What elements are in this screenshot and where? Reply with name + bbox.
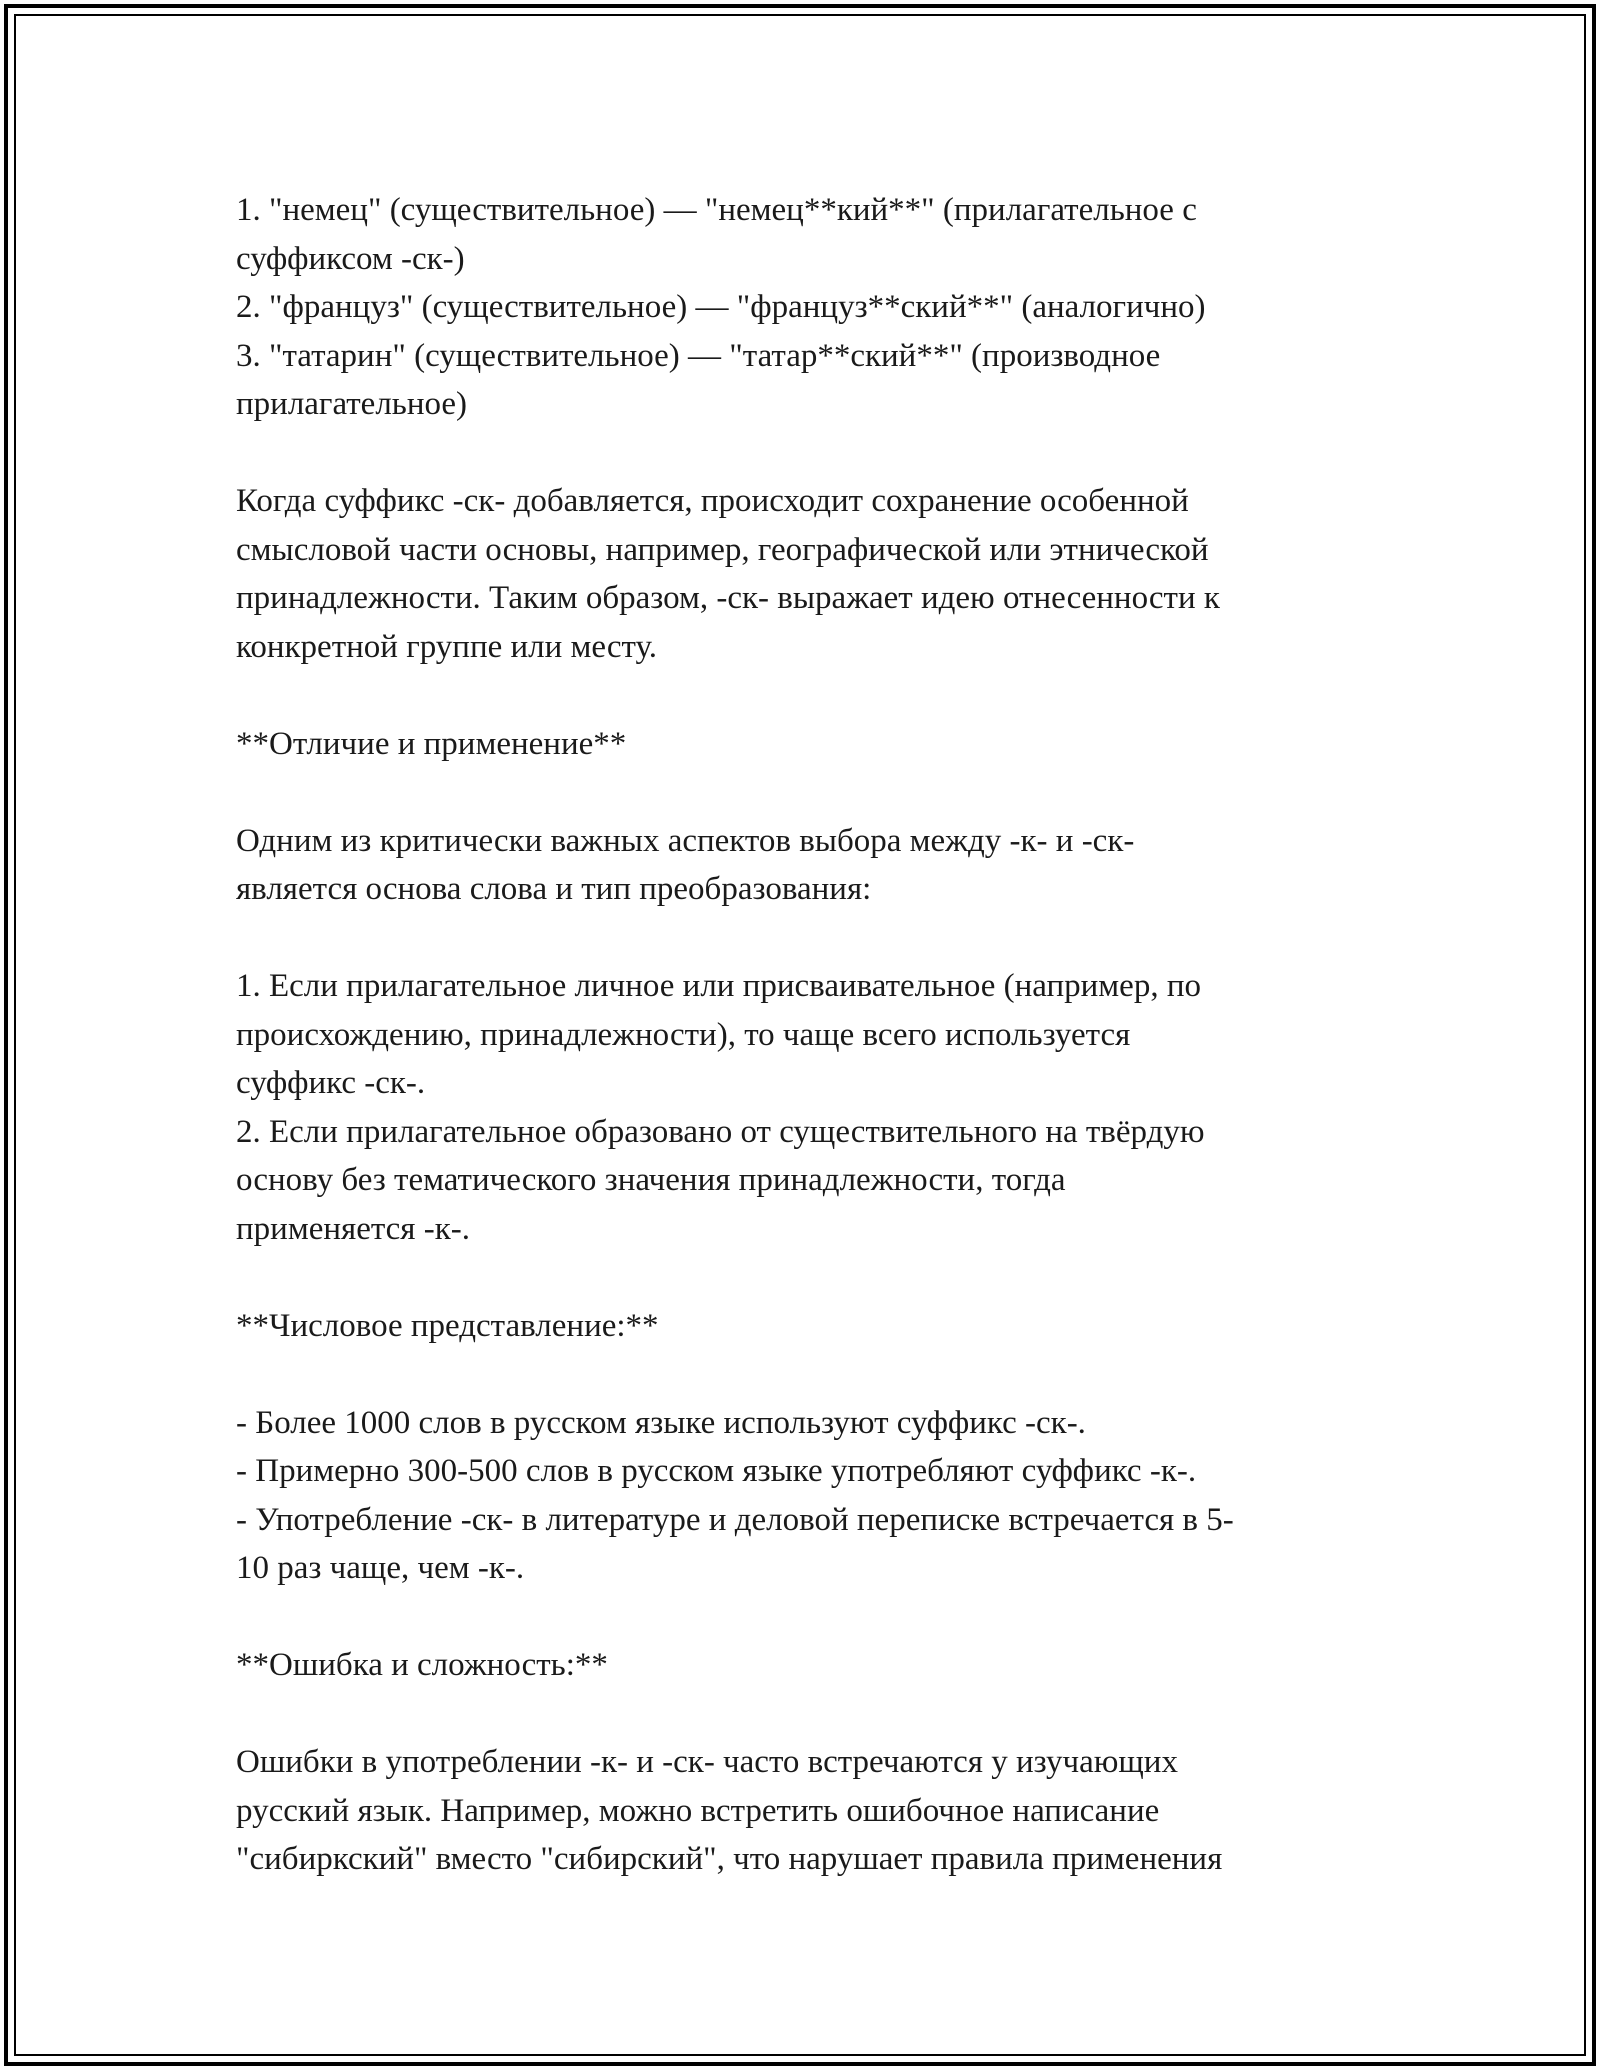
section-heading-errors — [236, 1641, 1376, 1690]
section-heading-numbers — [236, 1302, 1376, 1351]
numbers-list — [236, 1399, 1376, 1593]
rule-line: 1. Если прилагательное личное или присваивательное (например, по — [236, 968, 1201, 1004]
paragraph-line: смысловой части основы, например, географической или этнической — [236, 531, 1209, 568]
heading-text: **Числовое представление:** — [236, 1307, 659, 1344]
bullet-line: - Употребление -ск- в литературе и деловой переписке встречается в 5- — [236, 1501, 1234, 1538]
section-heading-difference — [236, 720, 1376, 769]
bullet-line: 10 раз чаще, чем -к-. — [236, 1550, 525, 1586]
rule-line: 2. Если прилагательное образовано от существительного на твёрдую — [236, 1113, 1205, 1150]
paragraph-line: "сибиркский" вместо "сибирский", что нарушает правила применения — [236, 1841, 1223, 1877]
rule-line: суффикс -ск-. — [236, 1065, 426, 1101]
bullet-line: - Примерно 300-500 слов в русском языке употребляют суффикс -к-. — [236, 1453, 1197, 1489]
paragraph-line: конкретной группе или месту. — [236, 628, 657, 665]
bullet-line: - Более 1000 слов в русском языке используют суффикс -ск-. — [236, 1404, 1086, 1441]
paragraph-line: русский язык. Например, можно встретить ошибочное написание — [236, 1792, 1160, 1829]
examples-list — [236, 186, 1376, 429]
example-line: 2. "француз" (существительное) — "француз**ский**" (аналогично) — [236, 289, 1206, 325]
example-line: суффиксом -ск-) — [236, 240, 465, 277]
rule-line: применяется -к-. — [236, 1210, 470, 1247]
paragraph-line: является основа слова и тип преобразования: — [236, 871, 872, 907]
paragraph-line: принадлежности. Таким образом, -ск- выражает идею отнесенности к — [236, 580, 1220, 616]
paragraph-line: Одним из критически важных аспектов выбора между -к- и -ск- — [236, 822, 1135, 859]
document-body — [236, 186, 1376, 1884]
example-line: 1. "немец" (существительное) — "немец**кий**" (прилагательное с — [236, 192, 1197, 228]
rules-list — [236, 962, 1376, 1253]
rule-line: происхождению, принадлежности), то чаще всего используется — [236, 1016, 1131, 1053]
paragraph-line: Когда суффикс -ск- добавляется, происходит сохранение особенной — [236, 483, 1189, 519]
heading-text: **Отличие и применение** — [236, 725, 627, 762]
rule-line: основу без тематического значения принадлежности, тогда — [236, 1162, 1066, 1198]
heading-text: **Ошибка и сложность:** — [236, 1647, 608, 1683]
errors-paragraph — [236, 1738, 1376, 1884]
explanation-paragraph — [236, 477, 1376, 671]
paragraph-line: Ошибки в употреблении -к- и -ск- часто встречаются у изучающих — [236, 1744, 1178, 1780]
example-line: прилагательное) — [236, 386, 468, 422]
intro-paragraph — [236, 817, 1376, 914]
example-line: 3. "татарин" (существительное) — "татар**ский**" (производное — [236, 337, 1161, 374]
